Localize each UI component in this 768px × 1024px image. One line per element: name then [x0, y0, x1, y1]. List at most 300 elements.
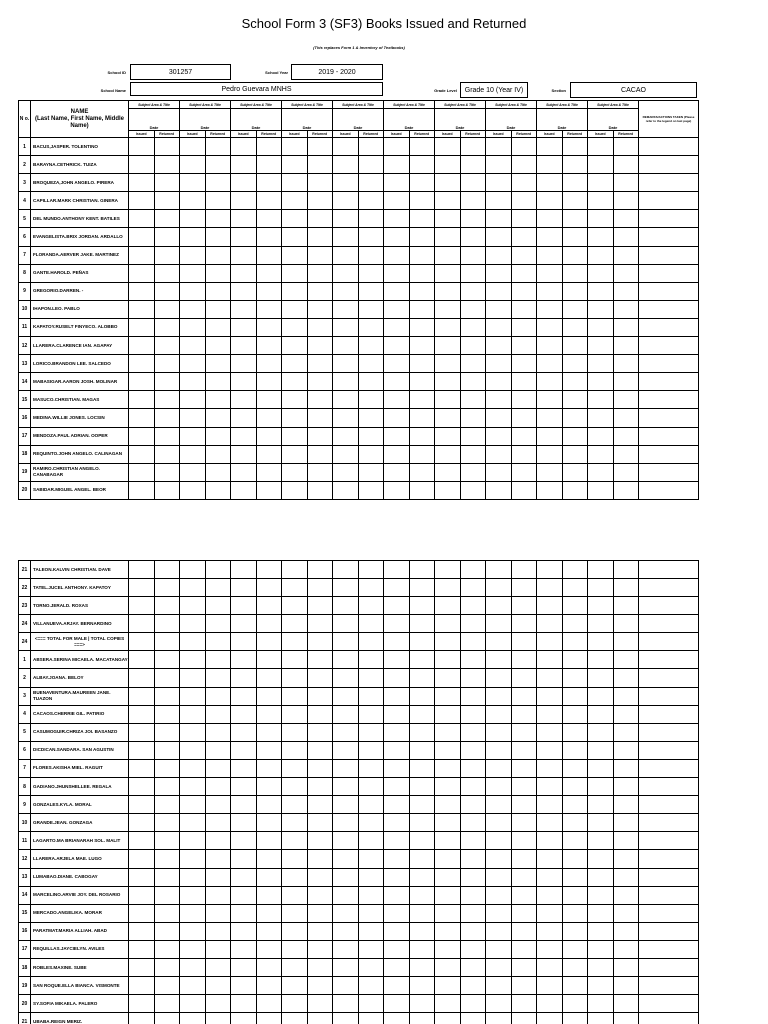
entry-cell[interactable]	[154, 264, 180, 282]
entry-cell[interactable]	[231, 759, 257, 777]
entry-cell[interactable]	[409, 615, 435, 633]
entry-cell[interactable]	[562, 445, 588, 463]
entry-cell[interactable]	[333, 669, 359, 687]
entry-cell[interactable]	[511, 318, 537, 336]
entry-cell[interactable]	[409, 318, 435, 336]
entry-cell[interactable]	[282, 1013, 308, 1024]
entry-cell[interactable]	[231, 409, 257, 427]
entry-cell[interactable]	[307, 1013, 333, 1024]
entry-cell[interactable]	[435, 778, 461, 796]
entry-cell[interactable]	[154, 445, 180, 463]
entry-cell[interactable]	[307, 850, 333, 868]
entry-cell[interactable]	[639, 958, 699, 976]
entry-cell[interactable]	[537, 445, 563, 463]
entry-cell[interactable]	[333, 922, 359, 940]
entry-cell[interactable]	[333, 561, 359, 579]
entry-cell[interactable]	[154, 651, 180, 669]
entry-cell[interactable]	[384, 355, 410, 373]
entry-cell[interactable]	[282, 282, 308, 300]
entry-cell[interactable]	[409, 192, 435, 210]
entry-cell[interactable]	[486, 445, 512, 463]
entry-cell[interactable]	[333, 778, 359, 796]
entry-cell[interactable]	[511, 832, 537, 850]
entry-cell[interactable]	[435, 796, 461, 814]
entry-cell[interactable]	[460, 337, 486, 355]
entry-cell[interactable]	[282, 138, 308, 156]
entry-cell[interactable]	[205, 463, 231, 481]
entry-cell[interactable]	[333, 958, 359, 976]
entry-cell[interactable]	[486, 922, 512, 940]
entry-cell[interactable]	[486, 481, 512, 499]
entry-cell[interactable]	[231, 579, 257, 597]
entry-cell[interactable]	[384, 687, 410, 705]
entry-cell[interactable]	[639, 832, 699, 850]
entry-cell[interactable]	[231, 615, 257, 633]
entry-cell[interactable]	[358, 210, 384, 228]
entry-cell[interactable]	[460, 192, 486, 210]
entry-cell[interactable]	[256, 174, 282, 192]
entry-cell[interactable]	[384, 264, 410, 282]
entry-cell[interactable]	[307, 796, 333, 814]
entry-cell[interactable]	[154, 615, 180, 633]
entry-cell[interactable]	[486, 850, 512, 868]
entry-cell[interactable]	[409, 1013, 435, 1024]
entry-cell[interactable]	[562, 1013, 588, 1024]
entry-cell[interactable]	[205, 723, 231, 741]
entry-cell[interactable]	[282, 597, 308, 615]
entry-cell[interactable]	[613, 778, 639, 796]
entry-cell[interactable]	[333, 138, 359, 156]
entry-cell[interactable]	[409, 633, 435, 651]
entry-cell[interactable]	[384, 337, 410, 355]
entry-cell[interactable]	[639, 355, 699, 373]
entry-cell[interactable]	[129, 579, 155, 597]
entry-cell[interactable]	[460, 868, 486, 886]
entry-cell[interactable]	[409, 850, 435, 868]
entry-cell[interactable]	[613, 579, 639, 597]
entry-cell[interactable]	[358, 391, 384, 409]
entry-cell[interactable]	[537, 705, 563, 723]
entry-cell[interactable]	[460, 958, 486, 976]
entry-cell[interactable]	[639, 597, 699, 615]
entry-cell[interactable]	[588, 832, 614, 850]
entry-cell[interactable]	[282, 995, 308, 1013]
entry-cell[interactable]	[282, 705, 308, 723]
entry-cell[interactable]	[409, 741, 435, 759]
entry-cell[interactable]	[511, 633, 537, 651]
entry-cell[interactable]	[639, 463, 699, 481]
entry-cell[interactable]	[358, 561, 384, 579]
entry-cell[interactable]	[384, 977, 410, 995]
entry-cell[interactable]	[562, 633, 588, 651]
entry-cell[interactable]	[231, 228, 257, 246]
entry-cell[interactable]	[358, 228, 384, 246]
entry-cell[interactable]	[613, 597, 639, 615]
entry-cell[interactable]	[537, 264, 563, 282]
entry-cell[interactable]	[562, 409, 588, 427]
entry-cell[interactable]	[154, 174, 180, 192]
entry-cell[interactable]	[358, 705, 384, 723]
entry-cell[interactable]	[256, 192, 282, 210]
entry-cell[interactable]	[384, 391, 410, 409]
entry-cell[interactable]	[460, 264, 486, 282]
entry-cell[interactable]	[256, 138, 282, 156]
entry-cell[interactable]	[231, 138, 257, 156]
entry-cell[interactable]	[486, 373, 512, 391]
entry-cell[interactable]	[588, 759, 614, 777]
entry-cell[interactable]	[180, 463, 206, 481]
entry-cell[interactable]	[537, 210, 563, 228]
entry-cell[interactable]	[562, 579, 588, 597]
entry-cell[interactable]	[154, 687, 180, 705]
entry-cell[interactable]	[307, 669, 333, 687]
entry-cell[interactable]	[486, 651, 512, 669]
entry-cell[interactable]	[460, 246, 486, 264]
entry-cell[interactable]	[435, 373, 461, 391]
entry-cell[interactable]	[486, 633, 512, 651]
entry-cell[interactable]	[511, 850, 537, 868]
entry-cell[interactable]	[231, 174, 257, 192]
entry-cell[interactable]	[435, 723, 461, 741]
entry-cell[interactable]	[537, 192, 563, 210]
entry-cell[interactable]	[231, 886, 257, 904]
entry-cell[interactable]	[154, 355, 180, 373]
entry-cell[interactable]	[282, 174, 308, 192]
entry-cell[interactable]	[358, 174, 384, 192]
entry-cell[interactable]	[282, 759, 308, 777]
entry-cell[interactable]	[460, 427, 486, 445]
entry-cell[interactable]	[358, 427, 384, 445]
entry-cell[interactable]	[384, 814, 410, 832]
entry-cell[interactable]	[460, 741, 486, 759]
entry-cell[interactable]	[256, 886, 282, 904]
entry-cell[interactable]	[537, 778, 563, 796]
entry-cell[interactable]	[180, 597, 206, 615]
entry-cell[interactable]	[205, 741, 231, 759]
entry-cell[interactable]	[256, 633, 282, 651]
entry-cell[interactable]	[613, 156, 639, 174]
entry-cell[interactable]	[562, 463, 588, 481]
entry-cell[interactable]	[256, 615, 282, 633]
entry-cell[interactable]	[307, 741, 333, 759]
entry-cell[interactable]	[282, 778, 308, 796]
entry-cell[interactable]	[460, 977, 486, 995]
entry-cell[interactable]	[409, 138, 435, 156]
entry-cell[interactable]	[129, 264, 155, 282]
entry-cell[interactable]	[588, 192, 614, 210]
entry-cell[interactable]	[231, 922, 257, 940]
entry-cell[interactable]	[358, 156, 384, 174]
entry-cell[interactable]	[231, 373, 257, 391]
entry-cell[interactable]	[129, 391, 155, 409]
entry-cell[interactable]	[588, 741, 614, 759]
entry-cell[interactable]	[333, 615, 359, 633]
entry-cell[interactable]	[358, 832, 384, 850]
entry-cell[interactable]	[180, 741, 206, 759]
entry-cell[interactable]	[358, 687, 384, 705]
entry-cell[interactable]	[282, 669, 308, 687]
entry-cell[interactable]	[129, 723, 155, 741]
entry-cell[interactable]	[486, 228, 512, 246]
entry-cell[interactable]	[562, 192, 588, 210]
entry-cell[interactable]	[154, 741, 180, 759]
entry-cell[interactable]	[231, 977, 257, 995]
entry-cell[interactable]	[307, 832, 333, 850]
entry-cell[interactable]	[358, 922, 384, 940]
entry-cell[interactable]	[562, 264, 588, 282]
entry-cell[interactable]	[613, 210, 639, 228]
entry-cell[interactable]	[154, 300, 180, 318]
entry-cell[interactable]	[537, 463, 563, 481]
entry-cell[interactable]	[129, 669, 155, 687]
entry-cell[interactable]	[639, 633, 699, 651]
entry-cell[interactable]	[256, 373, 282, 391]
entry-cell[interactable]	[537, 373, 563, 391]
entry-cell[interactable]	[562, 481, 588, 499]
entry-cell[interactable]	[435, 633, 461, 651]
entry-cell[interactable]	[639, 282, 699, 300]
entry-cell[interactable]	[639, 445, 699, 463]
entry-cell[interactable]	[333, 741, 359, 759]
entry-cell[interactable]	[231, 597, 257, 615]
entry-cell[interactable]	[180, 814, 206, 832]
entry-cell[interactable]	[537, 300, 563, 318]
entry-cell[interactable]	[511, 904, 537, 922]
entry-cell[interactable]	[154, 597, 180, 615]
entry-cell[interactable]	[562, 741, 588, 759]
entry-cell[interactable]	[307, 463, 333, 481]
entry-cell[interactable]	[486, 796, 512, 814]
entry-cell[interactable]	[358, 337, 384, 355]
entry-cell[interactable]	[511, 373, 537, 391]
entry-cell[interactable]	[154, 904, 180, 922]
entry-cell[interactable]	[180, 264, 206, 282]
entry-cell[interactable]	[486, 192, 512, 210]
entry-cell[interactable]	[180, 832, 206, 850]
entry-cell[interactable]	[588, 300, 614, 318]
entry-cell[interactable]	[537, 868, 563, 886]
entry-cell[interactable]	[333, 814, 359, 832]
entry-cell[interactable]	[358, 318, 384, 336]
entry-cell[interactable]	[180, 174, 206, 192]
entry-cell[interactable]	[307, 264, 333, 282]
entry-cell[interactable]	[562, 156, 588, 174]
entry-cell[interactable]	[562, 427, 588, 445]
entry-cell[interactable]	[384, 705, 410, 723]
entry-cell[interactable]	[154, 868, 180, 886]
entry-cell[interactable]	[231, 741, 257, 759]
entry-cell[interactable]	[435, 977, 461, 995]
entry-cell[interactable]	[231, 1013, 257, 1024]
entry-cell[interactable]	[358, 723, 384, 741]
entry-cell[interactable]	[486, 669, 512, 687]
entry-cell[interactable]	[588, 705, 614, 723]
entry-cell[interactable]	[588, 481, 614, 499]
entry-cell[interactable]	[307, 886, 333, 904]
entry-cell[interactable]	[129, 597, 155, 615]
entry-cell[interactable]	[511, 705, 537, 723]
entry-cell[interactable]	[307, 300, 333, 318]
entry-cell[interactable]	[435, 337, 461, 355]
entry-cell[interactable]	[180, 868, 206, 886]
entry-cell[interactable]	[256, 300, 282, 318]
entry-cell[interactable]	[613, 481, 639, 499]
entry-cell[interactable]	[486, 561, 512, 579]
entry-cell[interactable]	[435, 481, 461, 499]
entry-cell[interactable]	[180, 669, 206, 687]
entry-cell[interactable]	[435, 669, 461, 687]
entry-cell[interactable]	[613, 264, 639, 282]
entry-cell[interactable]	[307, 940, 333, 958]
entry-cell[interactable]	[613, 228, 639, 246]
entry-cell[interactable]	[562, 597, 588, 615]
entry-cell[interactable]	[282, 445, 308, 463]
entry-cell[interactable]	[562, 391, 588, 409]
entry-cell[interactable]	[613, 561, 639, 579]
entry-cell[interactable]	[358, 904, 384, 922]
entry-cell[interactable]	[562, 958, 588, 976]
entry-cell[interactable]	[333, 977, 359, 995]
entry-cell[interactable]	[154, 337, 180, 355]
entry-cell[interactable]	[180, 427, 206, 445]
entry-cell[interactable]	[333, 246, 359, 264]
entry-cell[interactable]	[231, 940, 257, 958]
entry-cell[interactable]	[154, 463, 180, 481]
entry-cell[interactable]	[409, 597, 435, 615]
entry-cell[interactable]	[486, 246, 512, 264]
entry-cell[interactable]	[613, 868, 639, 886]
entry-cell[interactable]	[537, 318, 563, 336]
entry-cell[interactable]	[511, 481, 537, 499]
entry-cell[interactable]	[639, 904, 699, 922]
entry-cell[interactable]	[639, 337, 699, 355]
entry-cell[interactable]	[511, 391, 537, 409]
entry-cell[interactable]	[180, 995, 206, 1013]
entry-cell[interactable]	[460, 850, 486, 868]
entry-cell[interactable]	[307, 705, 333, 723]
entry-cell[interactable]	[154, 759, 180, 777]
entry-cell[interactable]	[358, 759, 384, 777]
entry-cell[interactable]	[205, 633, 231, 651]
entry-cell[interactable]	[205, 561, 231, 579]
entry-cell[interactable]	[511, 741, 537, 759]
entry-cell[interactable]	[435, 138, 461, 156]
entry-cell[interactable]	[511, 282, 537, 300]
entry-cell[interactable]	[613, 355, 639, 373]
entry-cell[interactable]	[511, 579, 537, 597]
entry-cell[interactable]	[613, 282, 639, 300]
entry-cell[interactable]	[180, 778, 206, 796]
entry-cell[interactable]	[409, 759, 435, 777]
entry-cell[interactable]	[205, 1013, 231, 1024]
entry-cell[interactable]	[486, 759, 512, 777]
entry-cell[interactable]	[639, 579, 699, 597]
entry-cell[interactable]	[537, 669, 563, 687]
entry-cell[interactable]	[282, 633, 308, 651]
entry-cell[interactable]	[639, 741, 699, 759]
entry-cell[interactable]	[129, 814, 155, 832]
entry-cell[interactable]	[409, 355, 435, 373]
entry-cell[interactable]	[384, 228, 410, 246]
entry-cell[interactable]	[511, 409, 537, 427]
entry-cell[interactable]	[511, 977, 537, 995]
entry-cell[interactable]	[588, 373, 614, 391]
entry-cell[interactable]	[180, 246, 206, 264]
entry-cell[interactable]	[409, 705, 435, 723]
entry-cell[interactable]	[613, 886, 639, 904]
entry-cell[interactable]	[511, 1013, 537, 1024]
entry-cell[interactable]	[639, 814, 699, 832]
entry-cell[interactable]	[231, 318, 257, 336]
entry-cell[interactable]	[384, 759, 410, 777]
entry-cell[interactable]	[256, 597, 282, 615]
entry-cell[interactable]	[180, 192, 206, 210]
entry-cell[interactable]	[588, 868, 614, 886]
entry-cell[interactable]	[231, 463, 257, 481]
entry-cell[interactable]	[256, 922, 282, 940]
entry-cell[interactable]	[409, 832, 435, 850]
entry-cell[interactable]	[205, 778, 231, 796]
entry-cell[interactable]	[205, 579, 231, 597]
entry-cell[interactable]	[613, 192, 639, 210]
entry-cell[interactable]	[307, 977, 333, 995]
entry-cell[interactable]	[562, 138, 588, 156]
entry-cell[interactable]	[231, 868, 257, 886]
entry-cell[interactable]	[256, 958, 282, 976]
entry-cell[interactable]	[409, 723, 435, 741]
entry-cell[interactable]	[384, 427, 410, 445]
entry-cell[interactable]	[205, 318, 231, 336]
entry-cell[interactable]	[180, 886, 206, 904]
entry-cell[interactable]	[180, 355, 206, 373]
entry-cell[interactable]	[256, 723, 282, 741]
entry-cell[interactable]	[307, 156, 333, 174]
entry-cell[interactable]	[639, 300, 699, 318]
entry-cell[interactable]	[384, 463, 410, 481]
entry-cell[interactable]	[384, 561, 410, 579]
entry-cell[interactable]	[511, 174, 537, 192]
entry-cell[interactable]	[205, 138, 231, 156]
entry-cell[interactable]	[639, 318, 699, 336]
entry-cell[interactable]	[639, 940, 699, 958]
entry-cell[interactable]	[333, 687, 359, 705]
entry-cell[interactable]	[231, 814, 257, 832]
entry-cell[interactable]	[282, 814, 308, 832]
entry-cell[interactable]	[435, 318, 461, 336]
entry-cell[interactable]	[231, 481, 257, 499]
entry-cell[interactable]	[588, 561, 614, 579]
entry-cell[interactable]	[562, 778, 588, 796]
entry-cell[interactable]	[180, 723, 206, 741]
entry-cell[interactable]	[537, 759, 563, 777]
entry-cell[interactable]	[231, 850, 257, 868]
entry-cell[interactable]	[307, 687, 333, 705]
entry-cell[interactable]	[129, 282, 155, 300]
entry-cell[interactable]	[282, 391, 308, 409]
entry-cell[interactable]	[384, 409, 410, 427]
entry-cell[interactable]	[129, 958, 155, 976]
entry-cell[interactable]	[307, 391, 333, 409]
entry-cell[interactable]	[333, 156, 359, 174]
entry-cell[interactable]	[409, 228, 435, 246]
entry-cell[interactable]	[180, 138, 206, 156]
entry-cell[interactable]	[537, 904, 563, 922]
entry-cell[interactable]	[154, 228, 180, 246]
entry-cell[interactable]	[129, 778, 155, 796]
entry-cell[interactable]	[358, 264, 384, 282]
entry-cell[interactable]	[588, 391, 614, 409]
entry-cell[interactable]	[333, 850, 359, 868]
